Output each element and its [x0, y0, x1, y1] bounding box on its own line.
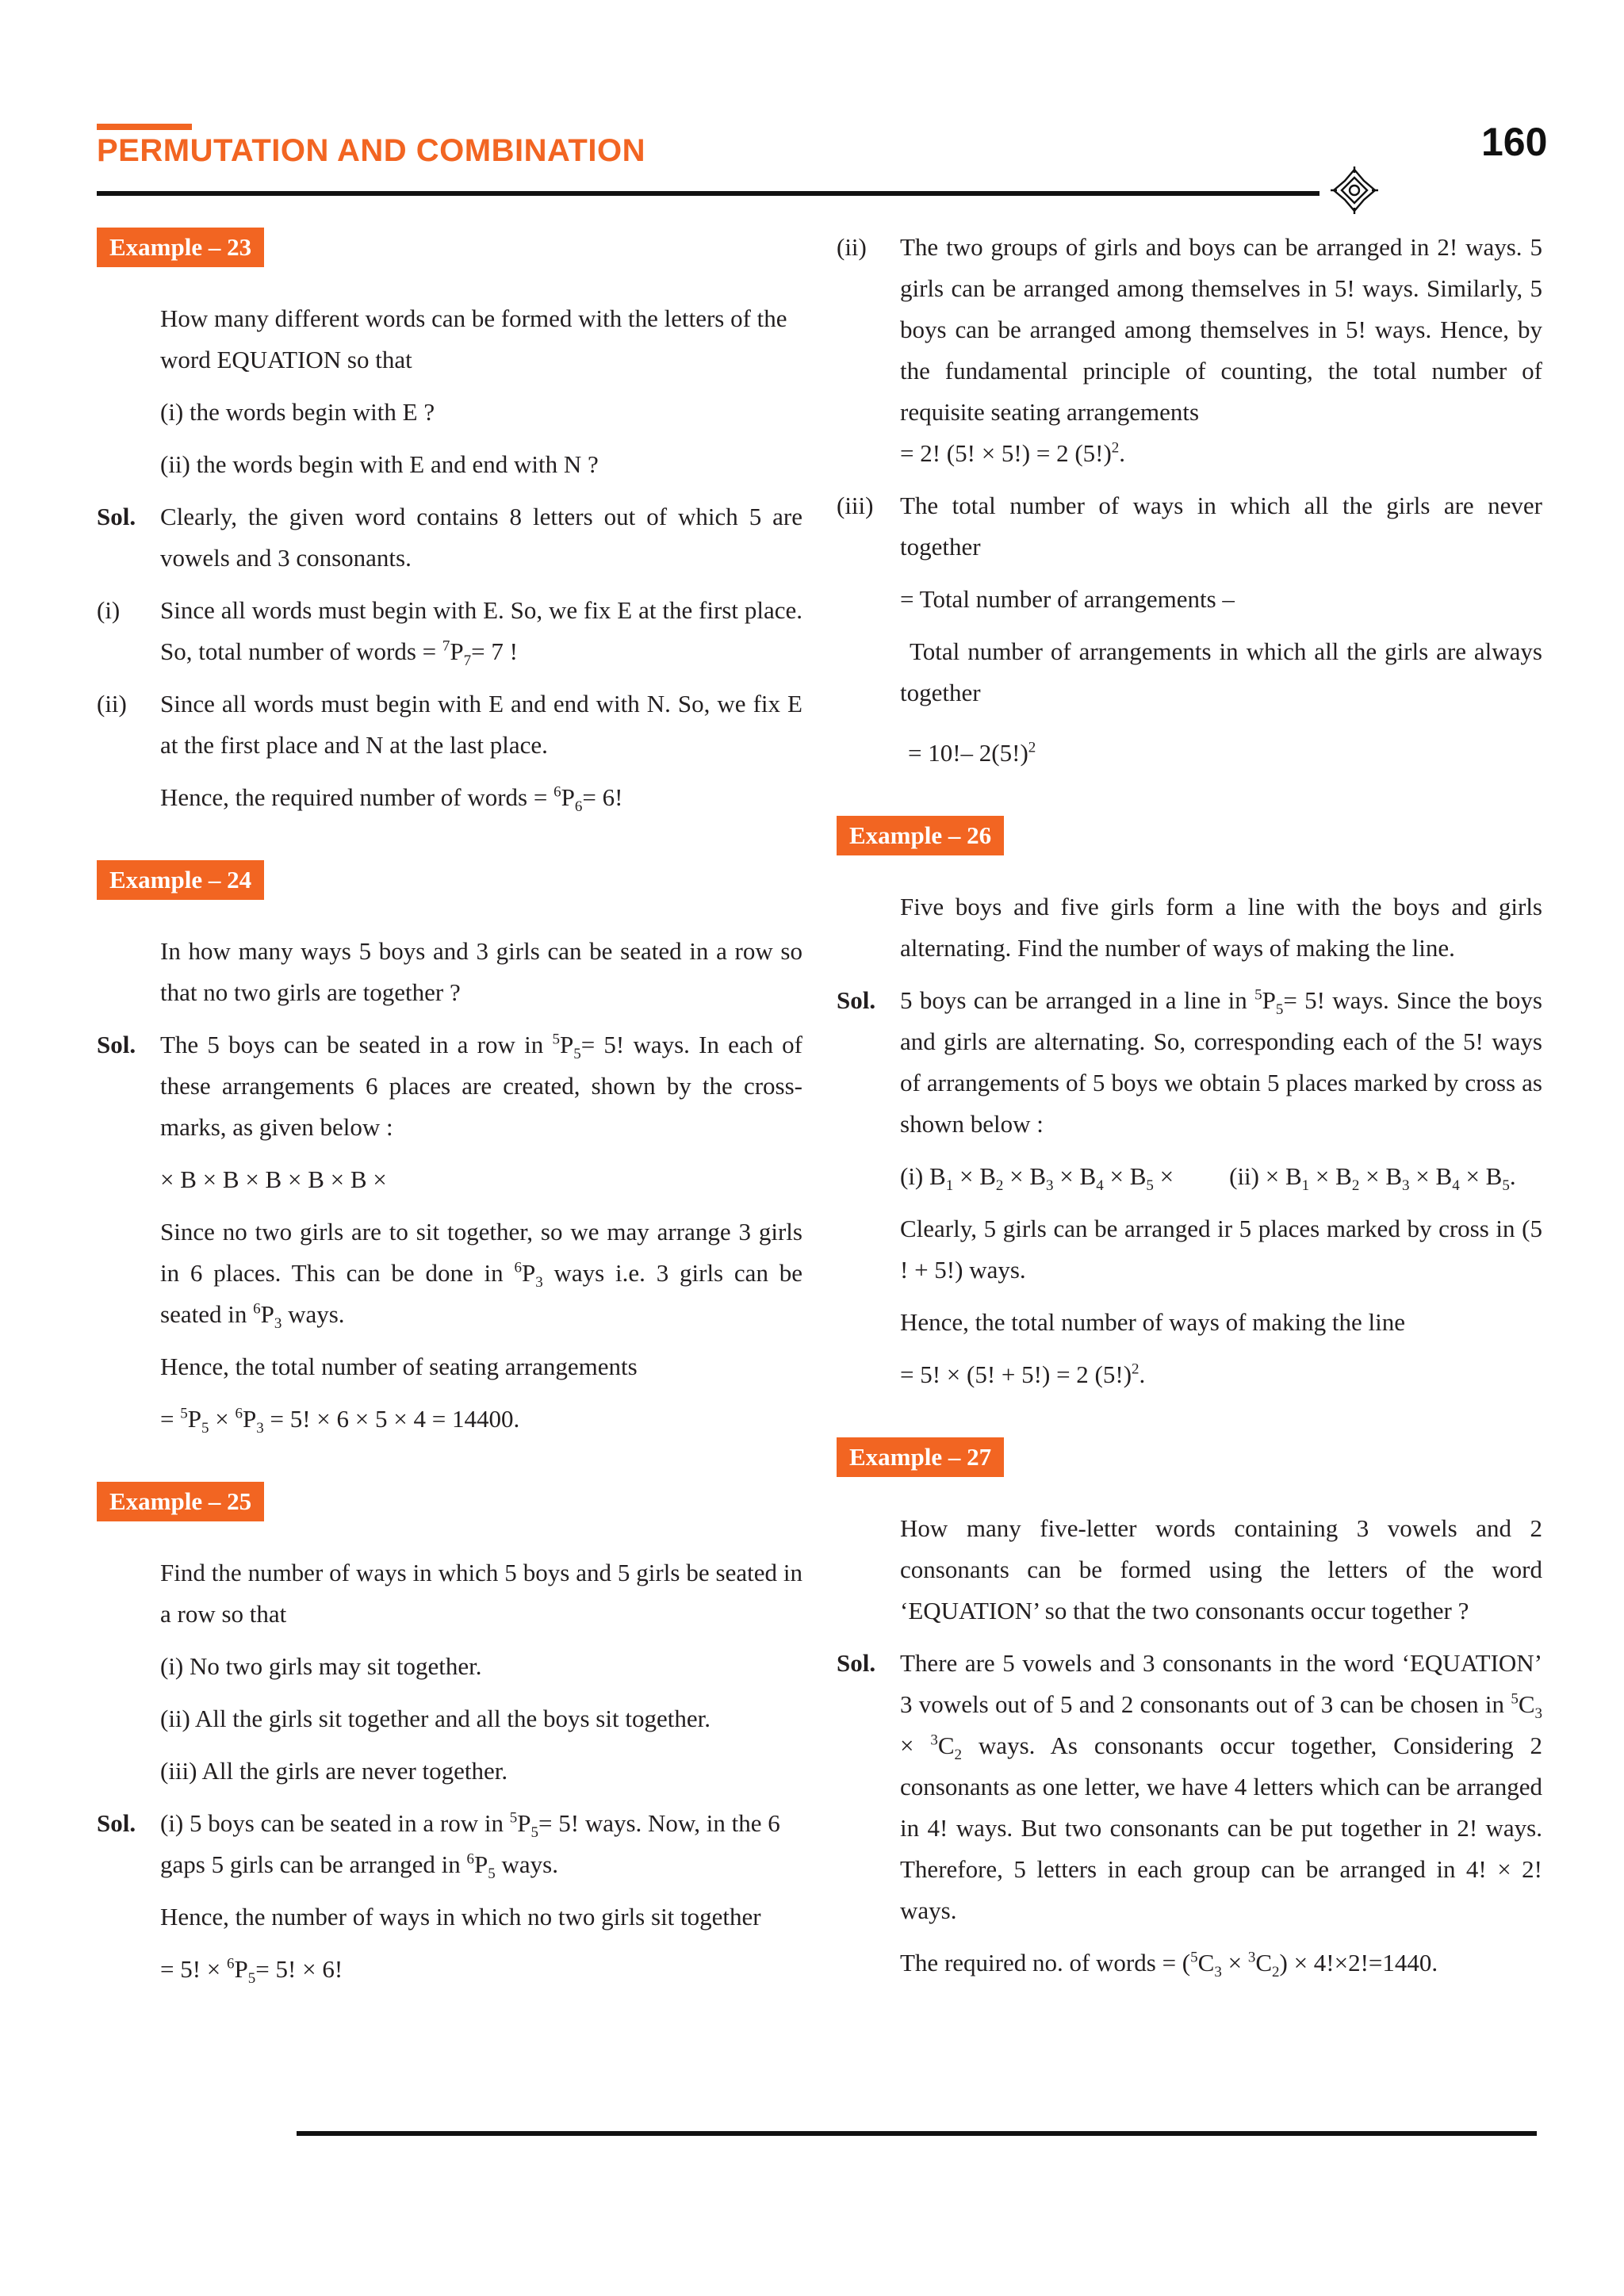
footer-rule: [297, 2131, 1537, 2136]
ex24-hence: Hence, the total number of seating arrangements: [160, 1353, 638, 1380]
ex25-solution-ii: (ii) The two groups of girls and boys can be arranged in 2! ways. 5 girls can be arranged among themselves in 5! ways. Similarly, 5 boys can be arranged among themselves in 5! ways. Hence, by the fundamental principle of counting, the total number of requisite seating arrangements = 2! (5! × 5!) = 2 $(5!)^2$.: [837, 233, 1542, 467]
ex25-result-iii: = 10!– $2(5!)^2$: [908, 739, 1036, 767]
ex27-result: The required no. of words = $(^5C_3 \times ^3C_2) \times 4!\times 2!=1440$.: [900, 1949, 1438, 1981]
ex23-result: Hence, the required number of words = $^6P_6= 6$!: [160, 783, 623, 816]
ex25-iii-line-a: = Total number of arrangements –: [900, 585, 1235, 613]
ex23-solution: Sol. Clearly, the given word contains 8 letters out of which 5 are vowels and 3 consonants.: [97, 496, 802, 579]
sol-label: Sol.: [97, 503, 136, 530]
ex26-explanation: Clearly, 5 girls can be arranged ir 5 places marked by cross in (5 ! + 5!) ways.: [900, 1215, 1542, 1284]
ex25-solution-iii: (iii) The total number of ways in which all the girls are never together: [837, 492, 1542, 561]
ex26-solution: Sol. 5 boys can be arranged in a line in $^5P_5= 5$! ways. Since the boys and girls are alternating. So, corresponding each of the 5! ways of arrangements of 5 boys we obtain 5 places marked by cross as shown below :: [837, 986, 1542, 1138]
ex26-patterns: [837, 1156, 1542, 1197]
example-24-badge: Example – 24: [97, 860, 264, 900]
ex26-pattern-ii: $(ii) \times B_1 \times B_2 \times B_3 \times B_4 \times B_5$.: [1229, 1162, 1516, 1195]
ex25-hence: Hence, the number of ways in which no two girls sit together: [160, 1903, 761, 1931]
ex23-sol-ii: (ii) Since all words must begin with E and end with N. So, we fix E at the first place and N at the last place.: [97, 690, 802, 759]
ex24-solution: Sol. The 5 boys can be seated in a row in $^5P_5= 5$! ways. In each of these arrangements 6 places are created, shown by the cross-marks, as given below :: [97, 1031, 802, 1141]
page-number: 160: [1481, 120, 1548, 164]
ex23-part-i: (i) the words begin with E ?: [160, 398, 435, 426]
ex27-question: How many five-letter words containing 3 vowels and 2 consonants can be formed using the letters of the word ‘EQUATION’ so that the two consonants occur together ?: [900, 1514, 1542, 1624]
ex24-question: In how many ways 5 boys and 3 girls can be seated in a row so that no two girls are together ?: [160, 937, 802, 1006]
example-23-badge: Example – 23: [97, 228, 264, 267]
ex27-solution: Sol. There are 5 vowels and 3 consonants in the word ‘EQUATION’ 3 vowels out of 5 and 2 consonants out of 3 can be chosen in $^5C_3 \times ^3C_2$ ways. As consonants occur together, Considering 2 consonants as one letter, we have 4 letters which can be arranged in 4! ways. But two consonants can be put together in 2! ways. Therefore, 5 letters in each group can be arranged in 4! × 2! ways.: [837, 1649, 1543, 1924]
chapter-title: PERMUTATION AND COMBINATION: [97, 133, 645, 168]
ornament-icon: [1329, 165, 1380, 216]
ex25-part-ii: (ii) All the girls sit together and all the boys sit together.: [160, 1705, 710, 1732]
ex25-solution-i: Sol. (i) 5 boys can be seated in a row in $^5P_5= 5$! ways. Now, in the 6 gaps 5 girls can be arranged in $^6P_5$ ways.: [97, 1809, 780, 1883]
right-column: [837, 227, 1542, 1984]
ex25-iii-line-b: Total number of arrangements in which all the girls are always together: [900, 637, 1542, 706]
ex23-part-ii: (ii) the words begin with E and end with N ?: [160, 450, 599, 478]
left-column: [97, 227, 802, 1990]
ex23-sol-i: (i) Since all words must begin with E. So, we fix E at the first place. So, total number of words = $^7P_7= 7$ !: [97, 596, 802, 670]
ex26-hence: Hence, the total number of ways of making the line: [900, 1308, 1406, 1336]
ex26-question: Five boys and five girls form a line with the boys and girls alternating. Find the number of ways of making the line.: [900, 893, 1542, 962]
ex25-part-iii: (iii) All the girls are never together.: [160, 1757, 508, 1785]
ex24-explanation: Since no two girls are to sit together, so we may arrange 3 girls in 6 places. This can be done in $^6P_3$ ways i.e. 3 girls can be seated in $^6P_3$ ways.: [160, 1218, 803, 1333]
ex25-part-i: (i) No two girls may sit together.: [160, 1652, 482, 1680]
example-26-badge: Example – 26: [837, 816, 1004, 855]
ex23-question: How many different words can be formed with the letters of the word EQUATION so that: [160, 304, 787, 373]
ex25-question: Find the number of ways in which 5 boys and 5 girls be seated in a row so that: [160, 1559, 802, 1628]
ex26-pattern-i: (i) $B_1 \times B_2 \times B_3 \times B_4 \times B_5$ ×: [900, 1162, 1174, 1195]
example-27-badge: Example – 27: [837, 1437, 1004, 1477]
example-25-badge: Example – 25: [97, 1482, 264, 1521]
ex24-result: = $^5P_5 \times ^6P_3 = 5$! × 6 × 5 × 4 = 14400.: [160, 1405, 520, 1437]
ex25-result-i: = 5! × $^6P_5= 5$! × 6!: [160, 1955, 343, 1988]
ex24-pattern: × B × B × B × B × B ×: [160, 1165, 387, 1193]
ex26-result: = 5! × (5! + 5!) = 2 $(5!)^2$.: [900, 1360, 1146, 1388]
header-accent-bar: [97, 124, 192, 130]
header-rule: [97, 191, 1320, 196]
